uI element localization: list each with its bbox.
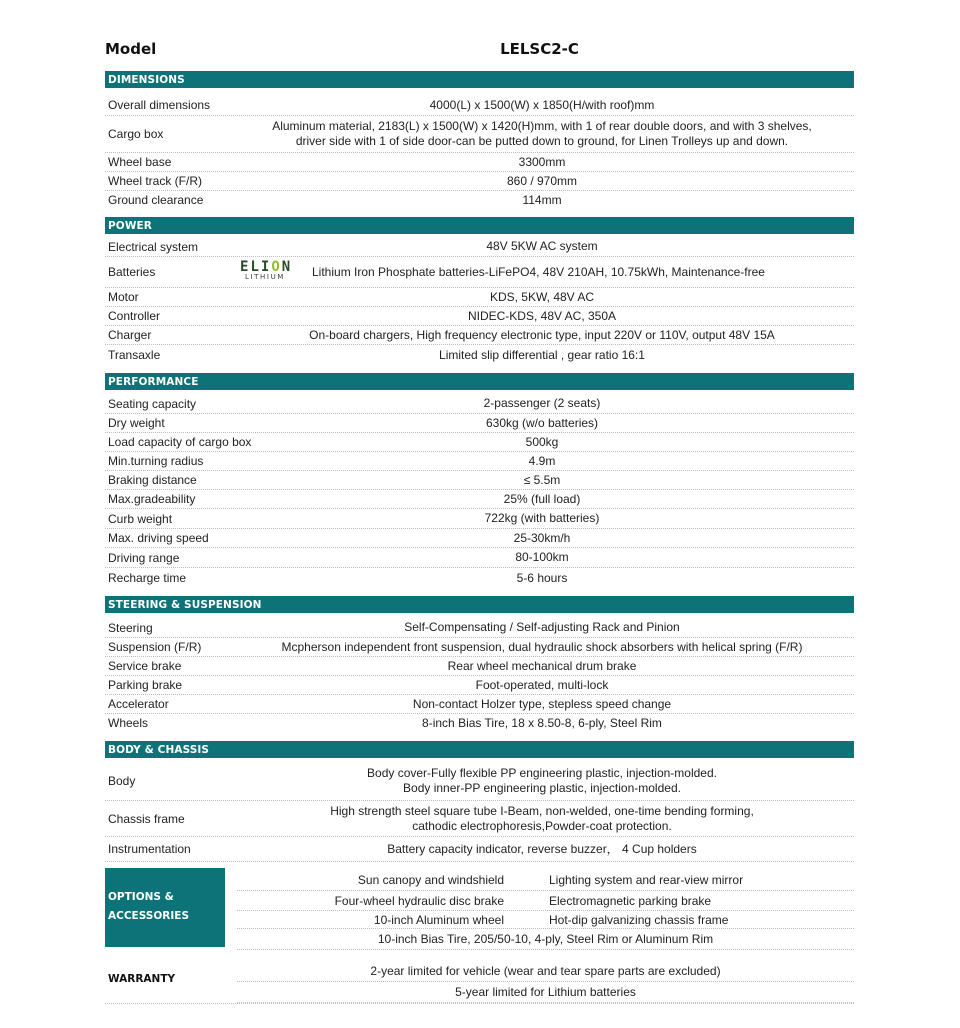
option-row — [237, 911, 854, 929]
spec-value — [230, 116, 854, 152]
spec-label: Accelerator — [108, 697, 169, 711]
spec-value: 2-passenger (2 seats) — [483, 396, 601, 410]
spec-value: Lithium Iron Phosphate batteries-LiFePO4, 48V 210AH, 10.75kWh, Maintenance-free — [312, 265, 765, 279]
spec-value: KDS, 5KW, 48V AC — [489, 289, 595, 304]
spec-value: 4.9m — [528, 453, 556, 468]
spec-value: Limited slip differential , gear ratio 16:1 — [439, 347, 645, 362]
spec-value: 4000(L) x 1500(W) x 1850(H/with roof)mm — [429, 97, 655, 112]
spec-row — [105, 714, 854, 732]
spec-row — [105, 307, 854, 326]
spec-value: 722kg (with batteries) — [484, 511, 600, 525]
spec-row — [105, 837, 854, 862]
spec-value: Foot-operated, multi-lock — [475, 677, 609, 692]
spec-label: Dry weight — [108, 416, 165, 430]
section-options-accessories — [105, 868, 225, 947]
spec-label: Controller — [108, 309, 161, 323]
spec-label: Max.gradeability — [108, 492, 196, 506]
option-item: Sun canopy and windshield — [357, 873, 504, 887]
spec-label: Service brake — [108, 659, 182, 673]
spec-label: Charger — [108, 328, 152, 342]
option-item: Four-wheel hydraulic disc brake — [334, 893, 504, 908]
spec-row — [105, 490, 854, 509]
option-item: 10-inch Aluminum wheel — [373, 912, 504, 927]
elion-lithium-logo — [240, 259, 300, 285]
warranty-item: 5-year limited for Lithium batteries — [455, 985, 636, 999]
spec-row — [105, 345, 854, 365]
spec-value: Battery capacity indicator, reverse buzzer， 4 Cup holders — [387, 841, 697, 856]
spec-row — [105, 801, 854, 837]
spec-row — [105, 695, 854, 714]
spec-row — [105, 172, 854, 191]
spec-label: Batteries — [108, 265, 156, 279]
spec-label: Motor — [108, 290, 139, 304]
section-dimensions: DIMENSIONS — [105, 71, 854, 88]
spec-label: Chassis frame — [108, 811, 185, 826]
spec-row — [105, 326, 854, 345]
spec-row — [105, 548, 854, 568]
spec-value — [230, 762, 854, 800]
warranty-row — [237, 982, 854, 1003]
spec-label: Body — [108, 774, 136, 788]
option-row — [237, 870, 854, 891]
spec-value: Mcpherson independent front suspension, dual hydraulic shock absorbers with helical spring (F/R) — [281, 639, 803, 654]
options-title-line: ACCESSORIES — [108, 910, 190, 922]
spec-row — [105, 618, 854, 638]
spec-value: 5-6 hours — [516, 570, 568, 585]
spec-row — [105, 95, 854, 116]
logo-wordmark: ELION — [240, 259, 293, 275]
spec-row — [105, 676, 854, 695]
spec-value-line: High strength steel square tube I-Beam, non-welded, one-time bending forming, — [330, 803, 754, 818]
option-item: Electromagnetic parking brake — [549, 893, 712, 908]
spec-value: Non-contact Holzer type, stepless speed change — [412, 696, 672, 711]
spec-label: Overall dimensions — [108, 98, 211, 112]
spec-value: 80-100km — [515, 550, 569, 564]
spec-label: Electrical system — [108, 239, 199, 254]
option-row — [237, 891, 854, 911]
spec-value — [230, 801, 854, 836]
spec-row — [105, 452, 854, 471]
spec-row — [105, 638, 854, 657]
spec-row — [105, 762, 854, 801]
spec-value: ≤ 5.5m — [523, 472, 561, 487]
spec-label: Seating capacity — [108, 396, 197, 411]
spec-value: Rear wheel mechanical drum brake — [447, 658, 637, 673]
spec-value: 48V 5KW AC system — [486, 239, 598, 253]
spec-value: 25-30km/h — [513, 530, 571, 545]
spec-value-line: Body cover-Fully flexible PP engineering plastic, injection-molded. — [367, 766, 717, 780]
bottom-divider — [105, 1003, 854, 1004]
spec-label: Load capacity of cargo box — [108, 435, 252, 449]
spec-label: Max. driving speed — [108, 531, 209, 545]
spec-label: Wheels — [108, 716, 149, 730]
spec-label: Braking distance — [108, 473, 197, 487]
spec-row — [105, 433, 854, 452]
spec-label: Wheel base — [108, 155, 172, 169]
model-value: LELSC2-C — [500, 40, 579, 58]
spec-label: Wheel track (F/R) — [108, 174, 203, 188]
spec-label: Transaxle — [108, 348, 161, 362]
spec-value-line: Body inner-PP engineering plastic, injection-molded. — [403, 781, 681, 795]
section-body-chassis: BODY & CHASSIS — [105, 741, 854, 758]
logo-subtext: LITHIUM — [245, 273, 285, 281]
spec-value: 114mm — [522, 192, 562, 207]
spec-row — [105, 568, 854, 588]
spec-row — [105, 288, 854, 307]
spec-value: 25% (full load) — [503, 491, 581, 506]
section-steering-suspension: STEERING & SUSPENSION — [105, 596, 854, 613]
spec-value: 8-inch Bias Tire, 18 x 8.50-8, 6-ply, Steel Rim — [422, 715, 662, 730]
section-performance: PERFORMANCE — [105, 373, 854, 390]
spec-label: Parking brake — [108, 678, 183, 692]
section-warranty: WARRANTY — [108, 973, 176, 985]
option-item: Lighting system and rear-view mirror — [549, 873, 744, 887]
spec-row — [105, 471, 854, 490]
options-title-line: OPTIONS & — [108, 891, 174, 903]
option-item: 10-inch Bias Tire, 205/50-10, 4-ply, Steel Rim or Aluminum Rim — [377, 932, 714, 946]
model-label: Model — [105, 40, 157, 58]
spec-value: 500kg — [525, 434, 559, 449]
spec-row — [105, 509, 854, 529]
spec-value: 3300mm — [518, 154, 566, 169]
spec-label: Steering — [108, 620, 153, 635]
spec-row — [105, 257, 854, 288]
spec-row — [105, 394, 854, 414]
spec-row — [105, 657, 854, 676]
spec-label: Ground clearance — [108, 193, 204, 207]
spec-label: Driving range — [108, 550, 180, 565]
spec-value: Self-Compensating / Self-adjusting Rack and Pinion — [404, 620, 680, 634]
spec-row — [105, 237, 854, 257]
spec-value-line: cathodic electrophoresis,Powder-coat protection. — [412, 818, 672, 833]
warranty-item: 2-year limited for vehicle (wear and tear spare parts are excluded) — [370, 963, 721, 978]
spec-value-line: driver side with 1 of side door-can be putted down to ground, for Linen Trolleys up and down. — [295, 134, 789, 148]
spec-value-line: Aluminum material, 2183(L) x 1500(W) x 1420(H)mm, with 1 of rear double doors, and with 3 shelves, — [272, 119, 812, 133]
spec-value: NIDEC-KDS, 48V AC, 350A — [467, 308, 617, 323]
warranty-row — [237, 960, 854, 982]
spec-value: 630kg (w/o batteries) — [485, 415, 599, 430]
spec-row — [105, 116, 854, 153]
spec-row — [105, 414, 854, 433]
spec-value: 860 / 970mm — [506, 173, 578, 188]
spec-label: Recharge time — [108, 571, 187, 585]
spec-label: Min.turning radius — [108, 454, 204, 468]
section-power: POWER — [105, 217, 854, 234]
spec-label: Suspension (F/R) — [108, 640, 202, 654]
option-row — [237, 929, 854, 950]
spec-row — [105, 191, 854, 209]
option-item: Hot-dip galvanizing chassis frame — [549, 912, 729, 927]
spec-row — [105, 529, 854, 548]
spec-label: Curb weight — [108, 511, 173, 526]
spec-row — [105, 153, 854, 172]
spec-value: On-board chargers, High frequency electronic type, input 220V or 110V, output 48V 15A — [309, 327, 775, 342]
spec-label: Instrumentation — [108, 842, 191, 856]
spec-label: Cargo box — [108, 127, 164, 141]
